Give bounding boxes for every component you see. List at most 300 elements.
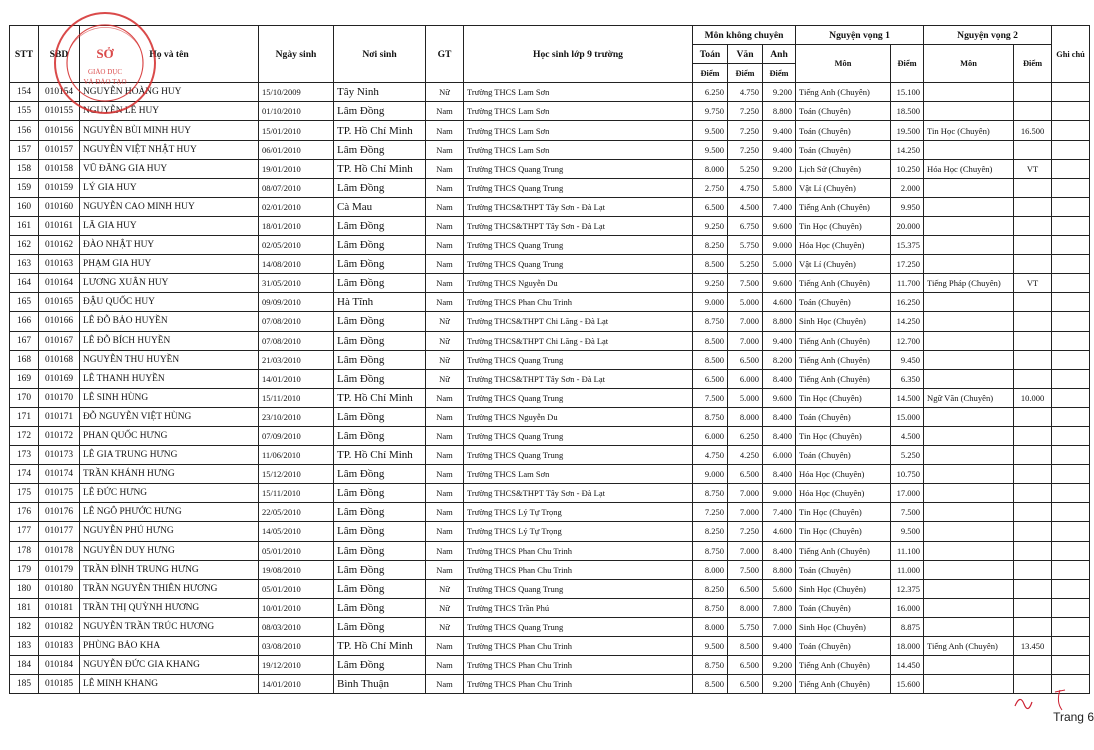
col-nv1-diem: 16.250 — [891, 293, 924, 312]
header-nv2-mon: Môn — [924, 45, 1014, 83]
col-sbd: 010176 — [39, 503, 80, 522]
col-van: 4.250 — [728, 446, 763, 465]
col-nv1-diem: 10.750 — [891, 465, 924, 484]
col-stt: 183 — [10, 637, 39, 656]
col-anh: 9.400 — [763, 637, 796, 656]
col-pob: Lâm Đồng — [334, 560, 426, 579]
col-school: Trường THCS Phan Chu Trinh — [464, 637, 693, 656]
col-dob: 08/07/2010 — [259, 178, 334, 197]
table-row — [10, 274, 1090, 293]
col-nv2-diem — [1014, 178, 1052, 197]
col-pob: Lâm Đồng — [334, 598, 426, 617]
col-toan: 8.750 — [693, 541, 728, 560]
col-gender: Nam — [426, 216, 464, 235]
col-note — [1052, 656, 1090, 675]
col-van: 6.500 — [728, 465, 763, 484]
col-gender: Nam — [426, 465, 464, 484]
col-name: NGUYỄN DUY HƯNG — [80, 541, 259, 560]
col-dob: 15/11/2010 — [259, 388, 334, 407]
col-stt: 173 — [10, 446, 39, 465]
col-nv2-mon — [924, 675, 1014, 694]
col-school: Trường THCS&THPT Chi Lăng - Đà Lạt — [464, 312, 693, 331]
col-anh: 5.000 — [763, 255, 796, 274]
col-stt: 177 — [10, 522, 39, 541]
col-pob: Lâm Đồng — [334, 350, 426, 369]
col-dob: 08/03/2010 — [259, 617, 334, 636]
col-toan: 8.750 — [693, 407, 728, 426]
table-row — [10, 197, 1090, 216]
header-toan: Toán — [693, 45, 728, 64]
col-nv2-mon — [924, 369, 1014, 388]
col-toan: 9.000 — [693, 465, 728, 484]
col-pob: Lâm Đồng — [334, 503, 426, 522]
col-anh: 7.000 — [763, 617, 796, 636]
col-nv2-mon — [924, 426, 1014, 445]
col-gender: Nam — [426, 236, 464, 255]
col-toan: 8.500 — [693, 331, 728, 350]
table-row — [10, 121, 1090, 140]
col-note — [1052, 178, 1090, 197]
col-stt: 180 — [10, 579, 39, 598]
col-name: TRẦN NGUYỄN THIÊN HƯƠNG — [80, 579, 259, 598]
col-anh: 8.800 — [763, 560, 796, 579]
table-row — [10, 579, 1090, 598]
col-anh: 9.400 — [763, 140, 796, 159]
col-sbd: 010175 — [39, 484, 80, 503]
col-school: Trường THCS Phan Chu Trinh — [464, 293, 693, 312]
col-nv2-diem — [1014, 579, 1052, 598]
svg-text:VÀ ĐÀO TẠO: VÀ ĐÀO TẠO — [83, 78, 127, 86]
col-name: PHẠM GIA HUY — [80, 255, 259, 274]
col-dob: 07/08/2010 — [259, 331, 334, 350]
col-dob: 31/05/2010 — [259, 274, 334, 293]
col-pob: Lâm Đồng — [334, 178, 426, 197]
header-toan-diem: Điểm — [693, 64, 728, 83]
col-note — [1052, 465, 1090, 484]
header-van: Văn — [728, 45, 763, 64]
col-dob: 19/12/2010 — [259, 656, 334, 675]
col-nv2-mon — [924, 197, 1014, 216]
col-nv1-diem: 17.250 — [891, 255, 924, 274]
col-stt: 171 — [10, 407, 39, 426]
col-sbd: 010156 — [39, 121, 80, 140]
col-sbd: 010162 — [39, 236, 80, 255]
col-name: ĐÀO NHẬT HUY — [80, 236, 259, 255]
col-name: NGUYỄN CAO MINH HUY — [80, 197, 259, 216]
col-sbd: 010160 — [39, 197, 80, 216]
col-school: Trường THCS Phan Chu Trinh — [464, 541, 693, 560]
col-note — [1052, 560, 1090, 579]
col-nv1-diem: 9.500 — [891, 522, 924, 541]
col-school: Trường THCS Quang Trung — [464, 255, 693, 274]
col-sbd: 010157 — [39, 140, 80, 159]
col-van: 4.750 — [728, 178, 763, 197]
col-school: Trường THCS Nguyễn Du — [464, 274, 693, 293]
col-note — [1052, 350, 1090, 369]
col-van: 5.750 — [728, 617, 763, 636]
col-toan: 8.750 — [693, 598, 728, 617]
col-gender: Nam — [426, 503, 464, 522]
col-toan: 8.500 — [693, 255, 728, 274]
col-nv2-mon — [924, 465, 1014, 484]
header-van-diem: Điểm — [728, 64, 763, 83]
col-nv1-diem: 15.100 — [891, 83, 924, 102]
col-gender: Nam — [426, 293, 464, 312]
col-gender: Nam — [426, 484, 464, 503]
col-van: 8.000 — [728, 598, 763, 617]
col-toan: 9.750 — [693, 102, 728, 121]
col-note — [1052, 503, 1090, 522]
table-row — [10, 541, 1090, 560]
col-toan: 9.000 — [693, 293, 728, 312]
col-van: 5.000 — [728, 293, 763, 312]
col-gender: Nam — [426, 255, 464, 274]
svg-text:GIÁO DỤC: GIÁO DỤC — [87, 68, 123, 76]
col-van: 6.000 — [728, 369, 763, 388]
col-toan: 9.500 — [693, 121, 728, 140]
col-nv2-diem — [1014, 255, 1052, 274]
col-nv2-mon: Ngữ Văn (Chuyên) — [924, 388, 1014, 407]
col-nv2-diem — [1014, 102, 1052, 121]
col-nv2-diem: VT — [1014, 159, 1052, 178]
col-gender: Nam — [426, 560, 464, 579]
col-school: Trường THCS Lam Sơn — [464, 121, 693, 140]
table-row — [10, 102, 1090, 121]
col-nv1-diem: 14.250 — [891, 312, 924, 331]
col-anh: 4.600 — [763, 293, 796, 312]
col-nv2-mon — [924, 617, 1014, 636]
col-anh: 7.400 — [763, 503, 796, 522]
col-dob: 15/12/2010 — [259, 465, 334, 484]
col-school: Trường THCS&THPT Chi Lăng - Đà Lạt — [464, 331, 693, 350]
svg-text:SỞ: SỞ — [96, 46, 114, 61]
col-nv1-mon: Tin Học (Chuyên) — [796, 522, 891, 541]
col-nv1-mon: Sinh Học (Chuyên) — [796, 312, 891, 331]
col-nv2-mon — [924, 484, 1014, 503]
col-nv1-mon: Tiếng Anh (Chuyên) — [796, 675, 891, 694]
col-nv2-mon: Tin Học (Chuyên) — [924, 121, 1014, 140]
col-sbd: 010180 — [39, 579, 80, 598]
col-school: Trường THCS Quang Trung — [464, 236, 693, 255]
col-nv1-mon: Toán (Chuyên) — [796, 407, 891, 426]
header-anh-diem: Điểm — [763, 64, 796, 83]
col-sbd: 010174 — [39, 465, 80, 484]
col-sbd: 010167 — [39, 331, 80, 350]
col-gender: Nam — [426, 446, 464, 465]
col-nv2-diem — [1014, 484, 1052, 503]
col-sbd: 010173 — [39, 446, 80, 465]
table-row — [10, 503, 1090, 522]
col-nv1-mon: Tiếng Anh (Chuyên) — [796, 369, 891, 388]
col-anh: 7.400 — [763, 197, 796, 216]
col-pob: TP. Hồ Chí Minh — [334, 121, 426, 140]
col-name: LÝ GIA HUY — [80, 178, 259, 197]
col-note — [1052, 617, 1090, 636]
col-school: Trường THCS Quang Trung — [464, 388, 693, 407]
col-van: 7.250 — [728, 102, 763, 121]
col-nv2-mon — [924, 656, 1014, 675]
col-nv1-mon: Sinh Học (Chuyên) — [796, 617, 891, 636]
col-van: 5.000 — [728, 388, 763, 407]
header-stt: STT — [10, 26, 39, 83]
col-sbd: 010159 — [39, 178, 80, 197]
table-row — [10, 312, 1090, 331]
col-nv2-mon — [924, 331, 1014, 350]
col-school: Trường THCS Lam Sơn — [464, 102, 693, 121]
col-gender: Nam — [426, 426, 464, 445]
col-nv1-mon: Vật Lí (Chuyên) — [796, 178, 891, 197]
col-pob: Lâm Đồng — [334, 274, 426, 293]
col-nv2-mon — [924, 579, 1014, 598]
col-nv2-diem: 10.000 — [1014, 388, 1052, 407]
col-pob: Lâm Đồng — [334, 522, 426, 541]
col-nv1-mon: Toán (Chuyên) — [796, 560, 891, 579]
col-nv2-mon — [924, 503, 1014, 522]
col-nv1-diem: 5.250 — [891, 446, 924, 465]
col-nv1-diem: 18.000 — [891, 637, 924, 656]
col-nv2-diem — [1014, 140, 1052, 159]
col-nv1-diem: 11.000 — [891, 560, 924, 579]
col-dob: 15/01/2010 — [259, 121, 334, 140]
col-nv1-mon: Hóa Học (Chuyên) — [796, 236, 891, 255]
col-school: Trường THCS Lý Tự Trọng — [464, 503, 693, 522]
col-sbd: 010155 — [39, 102, 80, 121]
col-name: LÊ ĐỨC HƯNG — [80, 484, 259, 503]
col-gender: Nam — [426, 102, 464, 121]
col-nv2-diem — [1014, 407, 1052, 426]
table-row — [10, 407, 1090, 426]
col-name: LÃ GIA HUY — [80, 216, 259, 235]
header-note: Ghi chú — [1052, 26, 1090, 83]
table-row — [10, 617, 1090, 636]
col-anh: 7.800 — [763, 598, 796, 617]
col-note — [1052, 159, 1090, 178]
col-nv1-mon: Lịch Sử (Chuyên) — [796, 159, 891, 178]
col-sbd: 010161 — [39, 216, 80, 235]
col-name: LÊ THANH HUYỀN — [80, 369, 259, 388]
col-anh: 6.000 — [763, 446, 796, 465]
col-nv1-mon: Tin Học (Chuyên) — [796, 388, 891, 407]
col-nv1-mon: Tiếng Anh (Chuyên) — [796, 274, 891, 293]
col-name: LÊ ĐỖ BẢO HUYỀN — [80, 312, 259, 331]
header-nv2-diem: Điểm — [1014, 45, 1052, 83]
col-school: Trường THCS Lam Sơn — [464, 465, 693, 484]
col-name: NGUYỄN BÙI MINH HUY — [80, 121, 259, 140]
col-sbd: 010158 — [39, 159, 80, 178]
col-dob: 10/01/2010 — [259, 598, 334, 617]
col-nv2-diem — [1014, 522, 1052, 541]
col-nv1-diem: 9.450 — [891, 350, 924, 369]
table-row — [10, 656, 1090, 675]
col-nv2-mon — [924, 312, 1014, 331]
col-pob: Lâm Đồng — [334, 407, 426, 426]
col-anh: 5.800 — [763, 178, 796, 197]
col-anh: 9.400 — [763, 331, 796, 350]
col-stt: 165 — [10, 293, 39, 312]
col-nv1-mon: Tiếng Anh (Chuyên) — [796, 656, 891, 675]
col-nv1-diem: 19.500 — [891, 121, 924, 140]
col-toan: 4.750 — [693, 446, 728, 465]
col-toan: 8.250 — [693, 522, 728, 541]
table-row — [10, 369, 1090, 388]
col-school: Trường THCS Lam Sơn — [464, 83, 693, 102]
col-nv2-diem — [1014, 369, 1052, 388]
col-nv2-diem: 16.500 — [1014, 121, 1052, 140]
table-row — [10, 426, 1090, 445]
col-nv2-diem — [1014, 560, 1052, 579]
col-toan: 8.750 — [693, 484, 728, 503]
header-non-major: Môn không chuyên — [693, 26, 796, 45]
col-school: Trường THCS&THPT Tây Sơn - Đà Lạt — [464, 484, 693, 503]
col-name: TRẦN THỊ QUỲNH HƯƠNG — [80, 598, 259, 617]
col-stt: 178 — [10, 541, 39, 560]
col-nv1-diem: 8.875 — [891, 617, 924, 636]
header-nv1: Nguyện vọng 1 — [796, 26, 924, 45]
col-dob: 14/01/2010 — [259, 675, 334, 694]
col-sbd: 010170 — [39, 388, 80, 407]
table-row — [10, 388, 1090, 407]
col-anh: 8.800 — [763, 312, 796, 331]
col-toan: 6.500 — [693, 369, 728, 388]
col-name: LÊ GIA TRUNG HƯNG — [80, 446, 259, 465]
col-name: NGUYỄN ĐỨC GIA KHANG — [80, 656, 259, 675]
col-van: 6.500 — [728, 579, 763, 598]
col-stt: 154 — [10, 83, 39, 102]
col-school: Trường THCS&THPT Tây Sơn - Đà Lạt — [464, 216, 693, 235]
col-anh: 9.400 — [763, 121, 796, 140]
col-gender: Nam — [426, 274, 464, 293]
col-school: Trường THCS&THPT Tây Sơn - Đà Lạt — [464, 369, 693, 388]
col-gender: Nam — [426, 522, 464, 541]
col-gender: Nữ — [426, 598, 464, 617]
col-nv2-mon — [924, 350, 1014, 369]
col-pob: Lâm Đồng — [334, 216, 426, 235]
col-nv1-mon: Sinh Học (Chuyên) — [796, 579, 891, 598]
col-note — [1052, 369, 1090, 388]
col-school: Trường THCS Quang Trung — [464, 617, 693, 636]
col-name: NGUYỄN PHÚ HƯNG — [80, 522, 259, 541]
col-sbd: 010165 — [39, 293, 80, 312]
header-pob: Nơi sinh — [334, 26, 426, 83]
col-toan: 8.000 — [693, 617, 728, 636]
col-stt: 181 — [10, 598, 39, 617]
col-nv2-mon — [924, 293, 1014, 312]
col-school: Trường THCS Quang Trung — [464, 579, 693, 598]
col-pob: Hà Tĩnh — [334, 293, 426, 312]
col-stt: 169 — [10, 369, 39, 388]
col-nv1-diem: 17.000 — [891, 484, 924, 503]
col-sbd: 010184 — [39, 656, 80, 675]
col-gender: Nam — [426, 637, 464, 656]
col-pob: TP. Hồ Chí Minh — [334, 159, 426, 178]
col-dob: 19/08/2010 — [259, 560, 334, 579]
col-pob: Lâm Đồng — [334, 369, 426, 388]
col-school: Trường THCS Quang Trung — [464, 350, 693, 369]
col-nv2-diem — [1014, 197, 1052, 216]
col-nv2-mon — [924, 407, 1014, 426]
col-nv2-mon — [924, 255, 1014, 274]
col-gender: Nam — [426, 140, 464, 159]
page-number: Trang 6 — [1053, 710, 1094, 724]
col-nv2-diem — [1014, 350, 1052, 369]
col-anh: 5.600 — [763, 579, 796, 598]
col-nv1-diem: 11.100 — [891, 541, 924, 560]
col-van: 7.250 — [728, 522, 763, 541]
table-row — [10, 236, 1090, 255]
col-van: 7.500 — [728, 560, 763, 579]
col-anh: 9.200 — [763, 83, 796, 102]
col-note — [1052, 637, 1090, 656]
col-nv2-mon: Tiếng Pháp (Chuyên) — [924, 274, 1014, 293]
col-note — [1052, 598, 1090, 617]
col-nv2-diem — [1014, 617, 1052, 636]
col-name: NGUYỄN THU HUYỀN — [80, 350, 259, 369]
col-school: Trường THCS&THPT Tây Sơn - Đà Lạt — [464, 197, 693, 216]
table-row — [10, 465, 1090, 484]
col-gender: Nam — [426, 159, 464, 178]
col-dob: 14/05/2010 — [259, 522, 334, 541]
col-note — [1052, 407, 1090, 426]
col-stt: 161 — [10, 216, 39, 235]
col-sbd: 010154 — [39, 83, 80, 102]
col-nv2-mon — [924, 83, 1014, 102]
col-dob: 01/10/2010 — [259, 102, 334, 121]
col-nv1-mon: Tin Học (Chuyên) — [796, 426, 891, 445]
header-dob: Ngày sinh — [259, 26, 334, 83]
col-dob: 06/01/2010 — [259, 140, 334, 159]
col-van: 6.500 — [728, 656, 763, 675]
col-nv1-mon: Tiếng Anh (Chuyên) — [796, 197, 891, 216]
col-nv2-mon — [924, 560, 1014, 579]
col-stt: 155 — [10, 102, 39, 121]
col-nv2-diem — [1014, 83, 1052, 102]
col-gender: Nữ — [426, 579, 464, 598]
col-name: ĐỖ NGUYỄN VIỆT HÙNG — [80, 407, 259, 426]
col-name: NGUYỄN TRẦN TRÚC HƯƠNG — [80, 617, 259, 636]
col-name: LÊ NGÔ PHƯỚC HƯNG — [80, 503, 259, 522]
col-anh: 8.200 — [763, 350, 796, 369]
col-anh: 9.600 — [763, 274, 796, 293]
col-school: Trường THCS Phan Chu Trinh — [464, 656, 693, 675]
col-stt: 156 — [10, 121, 39, 140]
col-nv2-diem — [1014, 312, 1052, 331]
col-school: Trường THCS Trần Phú — [464, 598, 693, 617]
col-gender: Nữ — [426, 369, 464, 388]
col-nv2-diem — [1014, 293, 1052, 312]
col-toan: 7.250 — [693, 503, 728, 522]
col-nv1-mon: Toán (Chuyên) — [796, 102, 891, 121]
col-van: 7.000 — [728, 484, 763, 503]
col-pob: Lâm Đồng — [334, 331, 426, 350]
col-gender: Nam — [426, 656, 464, 675]
col-pob: Cà Mau — [334, 197, 426, 216]
col-sbd: 010181 — [39, 598, 80, 617]
col-school: Trường THCS Phan Chu Trinh — [464, 560, 693, 579]
col-stt: 163 — [10, 255, 39, 274]
table-row — [10, 675, 1090, 694]
col-note — [1052, 446, 1090, 465]
col-stt: 179 — [10, 560, 39, 579]
col-dob: 19/01/2010 — [259, 159, 334, 178]
col-stt: 176 — [10, 503, 39, 522]
col-nv1-mon: Toán (Chuyên) — [796, 121, 891, 140]
col-dob: 21/03/2010 — [259, 350, 334, 369]
col-dob: 18/01/2010 — [259, 216, 334, 235]
col-note — [1052, 236, 1090, 255]
col-nv2-mon: Hóa Học (Chuyên) — [924, 159, 1014, 178]
col-dob: 14/08/2010 — [259, 255, 334, 274]
col-nv2-mon: Tiếng Anh (Chuyên) — [924, 637, 1014, 656]
